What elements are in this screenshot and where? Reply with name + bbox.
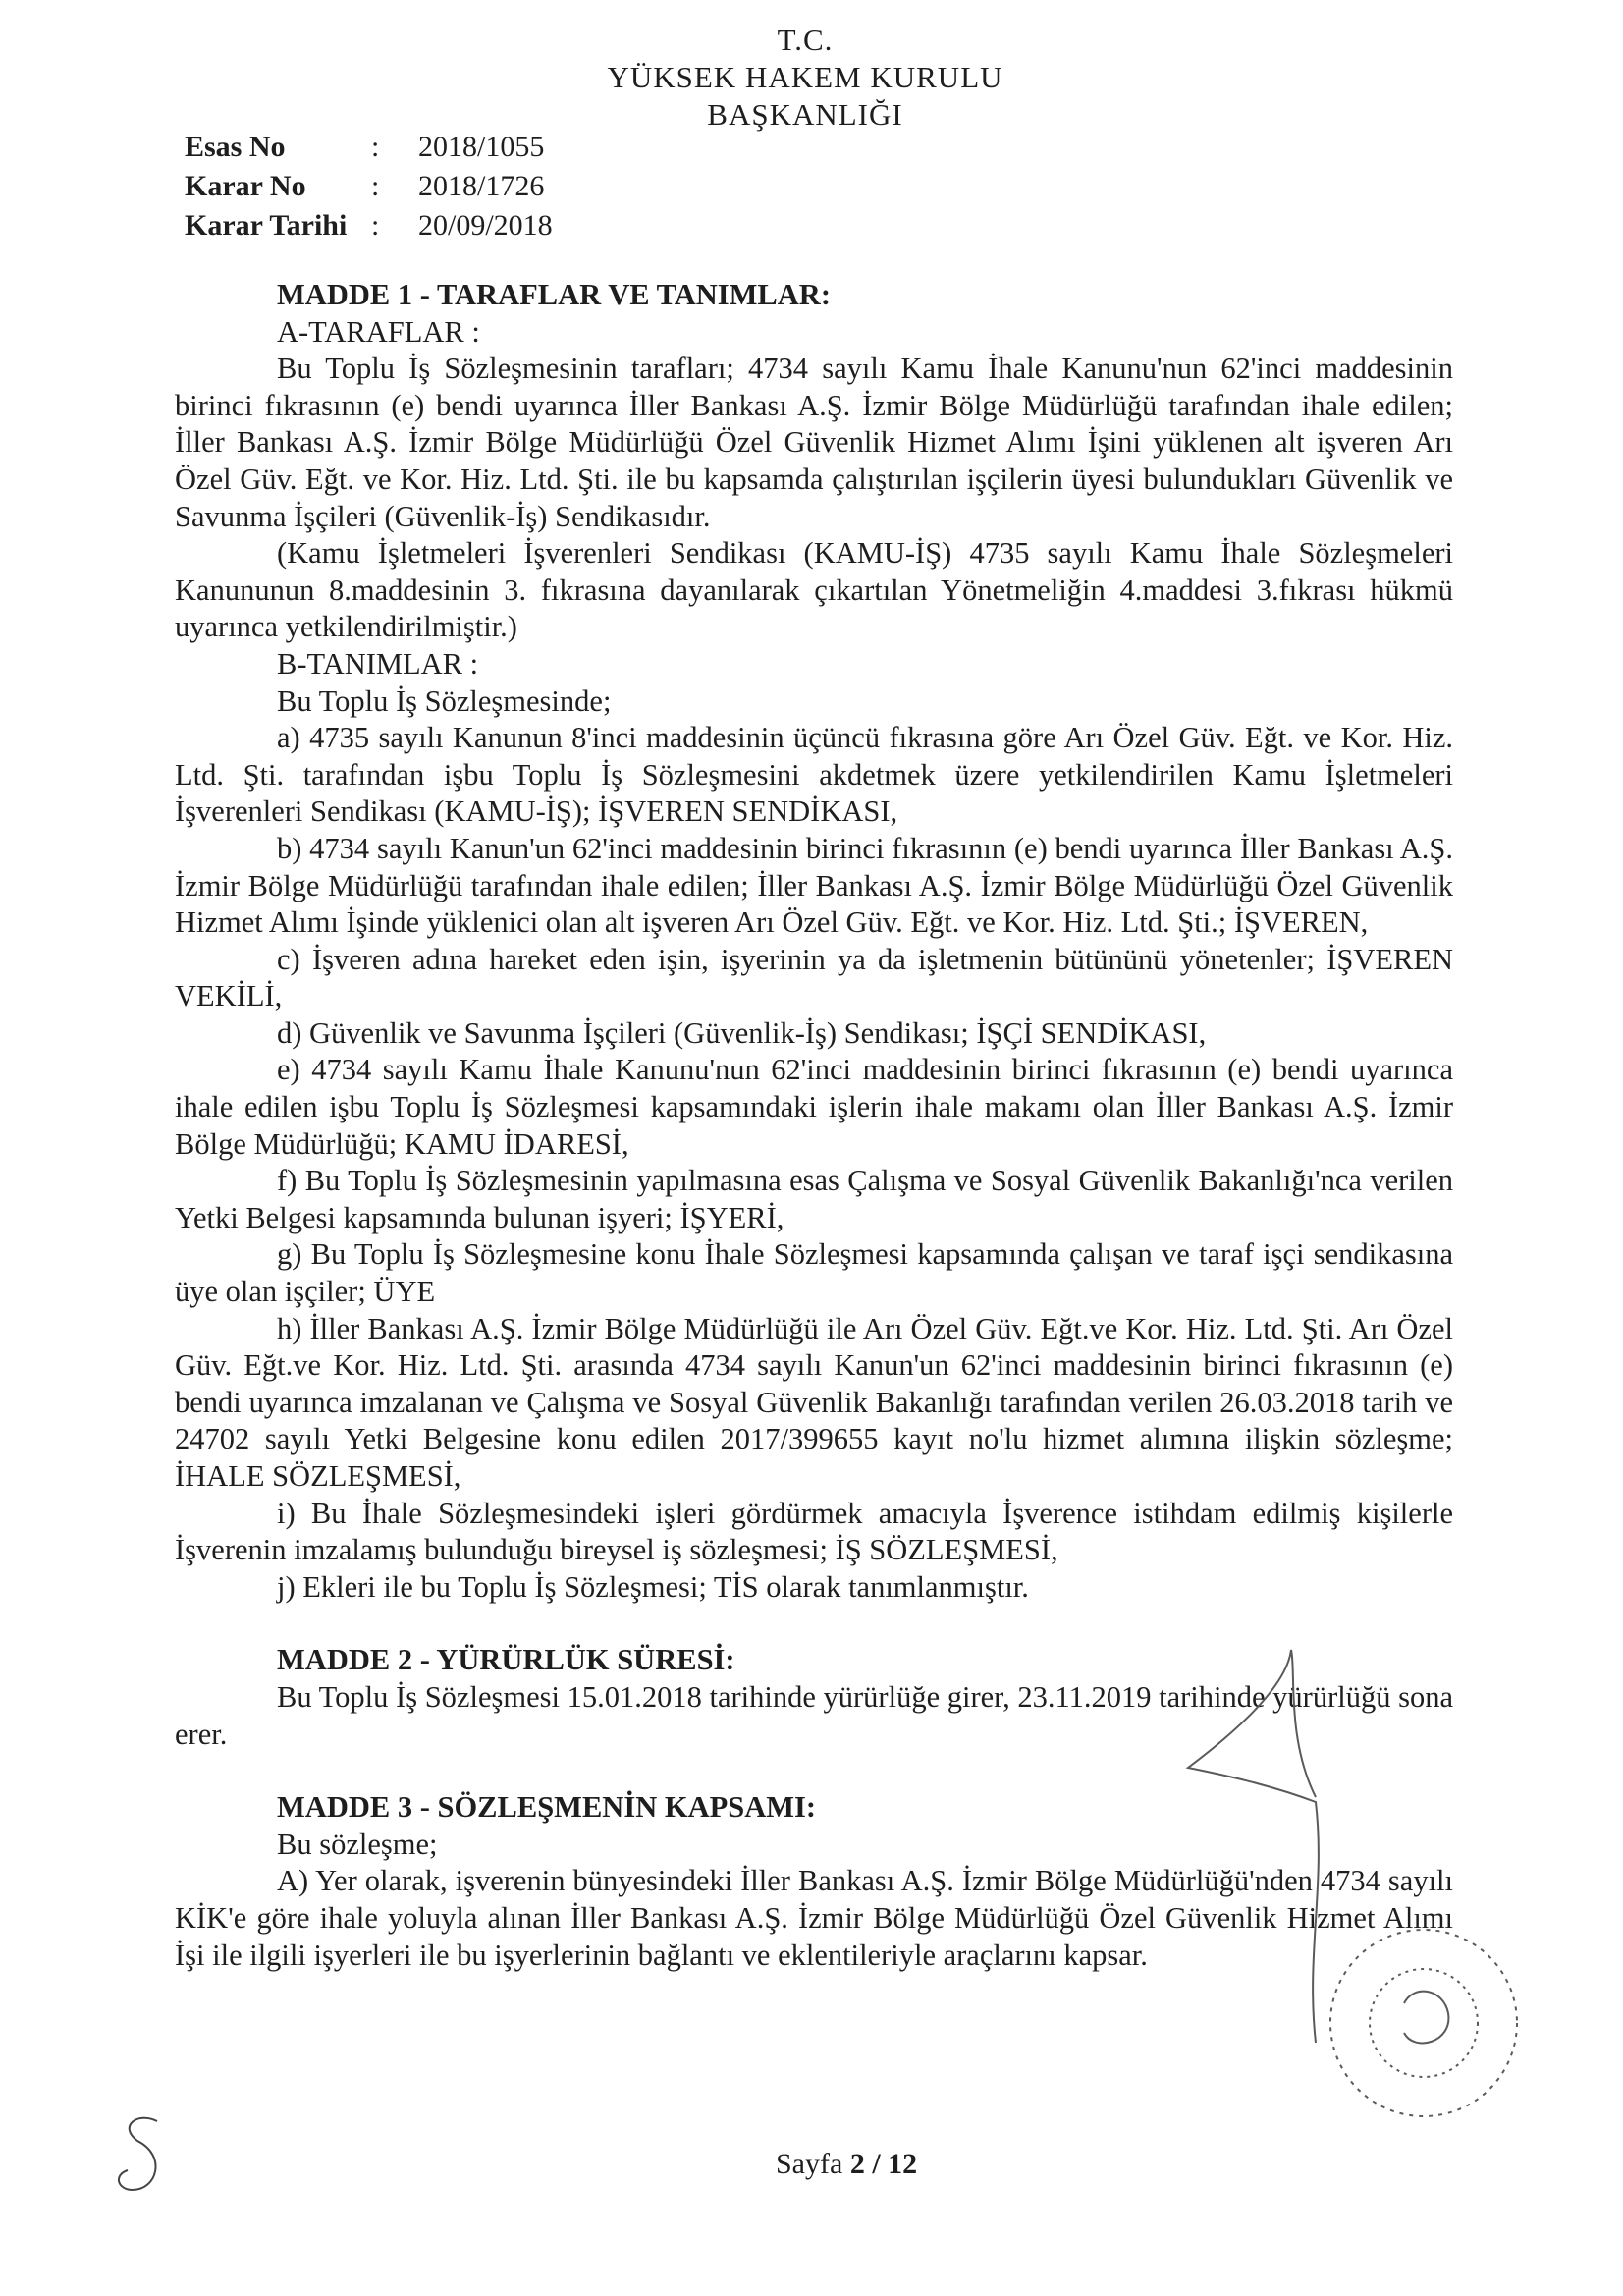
case-meta: [185, 128, 553, 246]
tarih-label: Karar Tarihi: [185, 209, 348, 242]
header-line-baskanlik: BAŞKANLIĞI: [707, 97, 903, 132]
document-header: [550, 22, 1060, 134]
definition-item-j: j) Ekleri ile bu Toplu İş Sözleşmesi; TİS olarak tanımlanmıştır.: [277, 1569, 1029, 1604]
esas-value: 2018/1055: [418, 131, 545, 163]
signature-mark: [1188, 1650, 1319, 2043]
initial-mark: [98, 2102, 226, 2200]
definition-item-g: g) Bu Toplu İş Sözleşmesine konu İhale Sözleşmesi kapsamında çalışan ve taraf işçi sendikasına üye olan işçiler; ÜYE: [175, 1237, 1453, 1309]
meta-colon: :: [371, 209, 380, 242]
madde3-title: MADDE 3 - SÖZLEŞMENİN KAPSAMI:: [277, 1790, 817, 1825]
page-separator: /: [872, 2148, 881, 2180]
page-number: 2: [849, 2148, 865, 2180]
page-total: 12: [888, 2148, 918, 2180]
definition-item-a: a) 4735 sayılı Kanunun 8'inci maddesinin üçüncü fıkrasına göre Arı Özel Güv. Eğt. ve Kor. Hiz. Ltd. Şti. tarafından işbu Toplu İş Sözleşmesini akdetmek üzere yetkilendirilen Kamu İşletmeleri İşverenleri Sendikası (KAMU-İŞ); İŞVEREN SENDİKASI,: [175, 721, 1453, 829]
taraflar-note: (Kamu İşletmeleri İşverenleri Sendikası (KAMU-İŞ) 4735 sayılı Kamu İhale Sözleşmeleri Kanununun 8.maddesinin 3. fıkrasına dayanılarak çıkartılan Yönetmeliğin 4.maddesi 3.fıkrası hükmü uyarınca yetkilendirilmiştir.): [175, 536, 1453, 644]
page-prefix: Sayfa: [776, 2148, 843, 2180]
meta-colon: :: [371, 170, 380, 202]
stamp-inner-ring: [1370, 1969, 1478, 2077]
meta-row-tarih: [185, 206, 553, 246]
karar-label: Karar No: [185, 170, 306, 202]
meta-row-esas: [185, 128, 553, 167]
madde2-paragraph: Bu Toplu İş Sözleşmesi 15.01.2018 tarihinde yürürlüğe girer, 23.11.2019 tarihinde yürürlüğü sona erer.: [175, 1679, 1453, 1751]
definition-item-d: d) Güvenlik ve Savunma İşçileri (Güvenlik-İş) Sendikası; İŞÇİ SENDİKASI,: [277, 1015, 1207, 1050]
definition-item-c: c) İşveren adına hareket eden işin, işyerinin ya da işletmenin bütününü yönetenler; İŞVEREN VEKİLİ,: [175, 942, 1453, 1013]
tarih-value: 20/09/2018: [418, 209, 553, 242]
taraflar-title: A-TARAFLAR :: [277, 314, 480, 349]
taraflar-paragraph: Bu Toplu İş Sözleşmesinin tarafları; 4734 sayılı Kamu İhale Kanunu'nun 62'inci maddesinin birinci fıkrasının (e) bendi uyarınca İller Bankası A.Ş. İzmir Bölge Müdürlüğü tarafından ihale edilen; İller Bankası A.Ş. İzmir Bölge Müdürlüğü Özel Güvenlik Hizmet Alımı İşini yüklenen alt işveren Arı Özel Güv. Eğt. ve Kor. Hiz. Ltd. Şti. ile bu kapsamda çalıştırılan işçilerin üyesi bulundukları Güvenlik ve Savunma İşçileri (Güvenlik-İş) Sendikasıdır.: [175, 352, 1453, 533]
madde3-intro: Bu sözleşme;: [277, 1827, 438, 1861]
definition-item-b: b) 4734 sayılı Kanun'un 62'inci maddesinin birinci fıkrasının (e) bendi uyarınca İller Bankası A.Ş. İzmir Bölge Müdürlüğü tarafından ihale edilen; İller Bankası A.Ş. İzmir Bölge Müdürlüğü Özel Güvenlik Hizmet Alımı İşinde yüklenici olan alt işveren Arı Özel Güv. Eğt. ve Kor. Hiz. Ltd. Şti.; İŞVEREN,: [175, 831, 1453, 940]
meta-row-karar: [185, 167, 553, 206]
karar-value: 2018/1726: [418, 170, 545, 202]
tanimlar-title: B-TANIMLAR :: [277, 646, 479, 681]
definition-item-i: i) Bu İhale Sözleşmesindeki işleri gördürmek amacıyla İşverence istihdam edilmiş kişilerle İşverenin imzalamış bulunduğu bireysel iş sözleşmesi; İŞ SÖZLEŞMESİ,: [175, 1496, 1453, 1567]
madde2-title: MADDE 2 - YÜRÜRLÜK SÜRESİ:: [277, 1643, 735, 1677]
esas-label: Esas No: [185, 131, 286, 163]
page-footer: [776, 2148, 917, 2181]
definition-item-h: h) İller Bankası A.Ş. İzmir Bölge Müdürlüğü ile Arı Özel Güv. Eğt.ve Kor. Hiz. Ltd. Şti. Arı Özel Güv. Eğt.ve Kor. Hiz. Ltd. Şti. arasında 4734 sayılı Kanun'un 62'inci maddesinin birinci fıkrasının (e) bendi uyarınca imzalanan ve Çalışma ve Sosyal Güvenlik Bakanlığı tarafından verilen 26.03.2018 tarih ve 24702 sayılı Yetki Belgesine konu edilen 2017/399655 kayıt no'lu hizmet alımına ilişkin sözleşme; İHALE SÖZLEŞMESİ,: [175, 1311, 1453, 1493]
tanimlar-intro: Bu Toplu İş Sözleşmesinde;: [277, 683, 612, 718]
header-line-kurul: YÜKSEK HAKEM KURULU: [607, 60, 1003, 94]
signature-and-stamp: [1168, 1630, 1561, 2141]
madde3-paragraph: A) Yer olarak, işverenin bünyesindeki İller Bankası A.Ş. İzmir Bölge Müdürlüğü'nden 4734 sayılı KİK'e göre ihale yoluyla alınan İller Bankası A.Ş. İzmir Bölge Müdürlüğü Özel Güvenlik Hizmet Alımı İşi ile ilgili işyerleri ile bu işyerlerinin bağlantı ve eklentileriyle araçlarını kapsar.: [175, 1864, 1453, 1972]
definition-item-f: f) Bu Toplu İş Sözleşmesinin yapılmasına esas Çalışma ve Sosyal Güvenlik Bakanlığı'nca verilen Yetki Belgesi kapsamında bulunan işyeri; İŞYERİ,: [175, 1164, 1453, 1234]
header-line-tc: T.C.: [777, 23, 834, 57]
meta-colon: :: [371, 131, 380, 163]
definition-item-e: e) 4734 sayılı Kamu İhale Kanunu'nun 62'inci maddesinin birinci fıkrasının (e) bendi uyarınca ihale edilen işbu Toplu İş Sözleşmesi kapsamındaki işlerin ihale makamı olan İller Bankası A.Ş. İzmir Bölge Müdürlüğü; KAMU İDARESİ,: [175, 1053, 1453, 1161]
stamp-emblem: [1404, 1992, 1448, 2044]
stamp-outer-ring: [1330, 1930, 1517, 2116]
madde1-title: MADDE 1 - TARAFLAR VE TANIMLAR:: [277, 278, 831, 311]
